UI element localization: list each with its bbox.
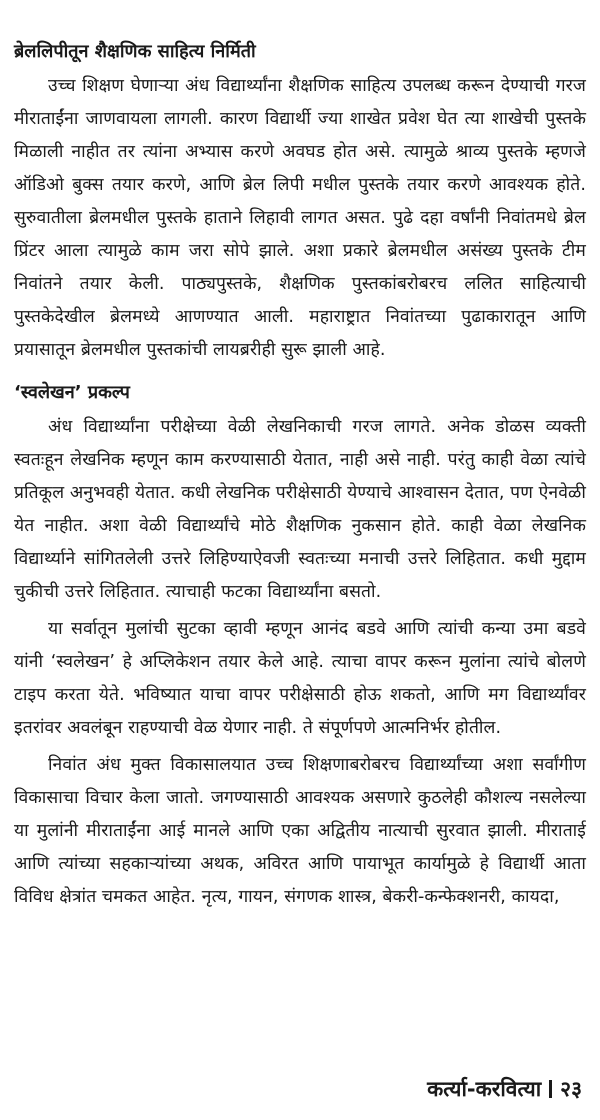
paragraph-swalekhan-app: या सर्वातून मुलांची सुटका व्हावी म्हणून आनंद बडवे आणि त्यांची कन्या उमा बडवे यांनी ‘स्वलेखन’ हे अप्लिकेशन तयार केले आहे. त्याचा वापर करून मुलांना त्यांचे बोलणे टाइप करता येते. भविष्यात याचा वापर परीक्षेसाठी होऊ शकतो, आणि मग विद्यार्थ्यांवर इतरांवर अवलंबून राहण्याची वेळ येणार नाही. ते संपूर्णपणे आत्मनिर्भर होतील. (14, 619, 586, 738)
paragraph-holistic-development: निवांत अंध मुक्त विकासालयात उच्च शिक्षणाबरोबरच विद्यार्थ्यांच्या अशा सर्वांगीण विकासाचा विचार केला जातो. जगण्यासाठी आवश्यक असणारे कुठलेही कौशल्य नसलेल्या या मुलांनी मीराताईंना आई मानले आणि एका अद्वितीय नात्याची सुरवात झाली. मीराताई आणि त्यांच्या सहकाऱ्यांच्या अथक, अविरत आणि पायाभूत कार्यामुळे हे विद्यार्थी आता विविध क्षेत्रांत चमकत आहेत. नृत्य, गायन, संगणक शास्त्र, बेकरी-कन्फेक्शनरी, कायदा, (14, 755, 586, 907)
paragraph-braille-books: उच्च शिक्षण घेणाऱ्या अंध विद्यार्थ्यांना शैक्षणिक साहित्य उपलब्ध करून देण्याची गरज मीराताईंना जाणवायला लागली. कारण विद्यार्थी ज्या शाखेत प्रवेश घेत त्या शाखेची पुस्तके मिळाली नाहीत तर त्यांना अभ्यास करणे अवघड होत असे. त्यामुळे श्राव्य पुस्तके म्हणजे ऑडिओ बुक्स तयार करणे, आणि ब्रेल लिपी मधील पुस्तके तयार करणे आवश्यक होते. सुरुवातीला ब्रेलमधील पुस्तके हाताने लिहावी लागत असत. पुढे दहा वर्षांनी निवांतमधे ब्रेल प्रिंटर आला त्यामुळे काम जरा सोपे झाले. अशा प्रकारे ब्रेलमधील असंख्य पुस्तके टीम निवांतने तयार केली. पाठ्यपुस्तके, शैक्षणिक पुस्तकांबरोबरच ललित साहित्याची पुस्तकेदेखील ब्रेलमध्ये आणण्यात आली. महाराष्ट्रात निवांतच्या पुढाकारातून आणि प्रयासातून ब्रेलमधील पुस्तकांची लायब्ररीही सुरू झाली आहे. (14, 76, 586, 360)
book-page (14, 38, 586, 914)
section-heading-swalekhan: ‘स्वलेखन’ प्रकल्प (14, 382, 130, 403)
section-heading-braille: ब्रेललिपीतून शैक्षणिक साहित्य निर्मिती (14, 41, 256, 62)
running-title: कर्त्या-करवित्या (427, 1077, 542, 1101)
paragraph-writer-problem: अंध विद्यार्थ्यांना परीक्षेच्या वेळी लेखनिकाची गरज लागते. अनेक डोळस व्यक्ती स्वतःहून लेखनिक म्हणून काम करण्यासाठी येतात, नाही असे नाही. परंतु काही वेळा त्यांचे प्रतिकूल अनुभवही येतात. कधी लेखनिक परीक्षेसाठी येण्याचे आश्वासन देतात, पण ऐनवेळी येत नाहीत. अशा वेळी विद्यार्थ्यांचे मोठे शैक्षणिक नुकसान होते. काही वेळा लेखनिक विद्यार्थ्याने सांगितलेली उत्तरे लिहिण्याऐवजी स्वतःच्या मनाची उत्तरे लिहितात. कधी मुद्दाम चुकीची उत्तरे लिहितात. त्याचाही फटका विद्यार्थ्यांना बसतो. (14, 417, 586, 602)
footer-separator (549, 1080, 552, 1098)
page-number: २३ (560, 1077, 582, 1101)
page-footer (427, 1074, 582, 1104)
